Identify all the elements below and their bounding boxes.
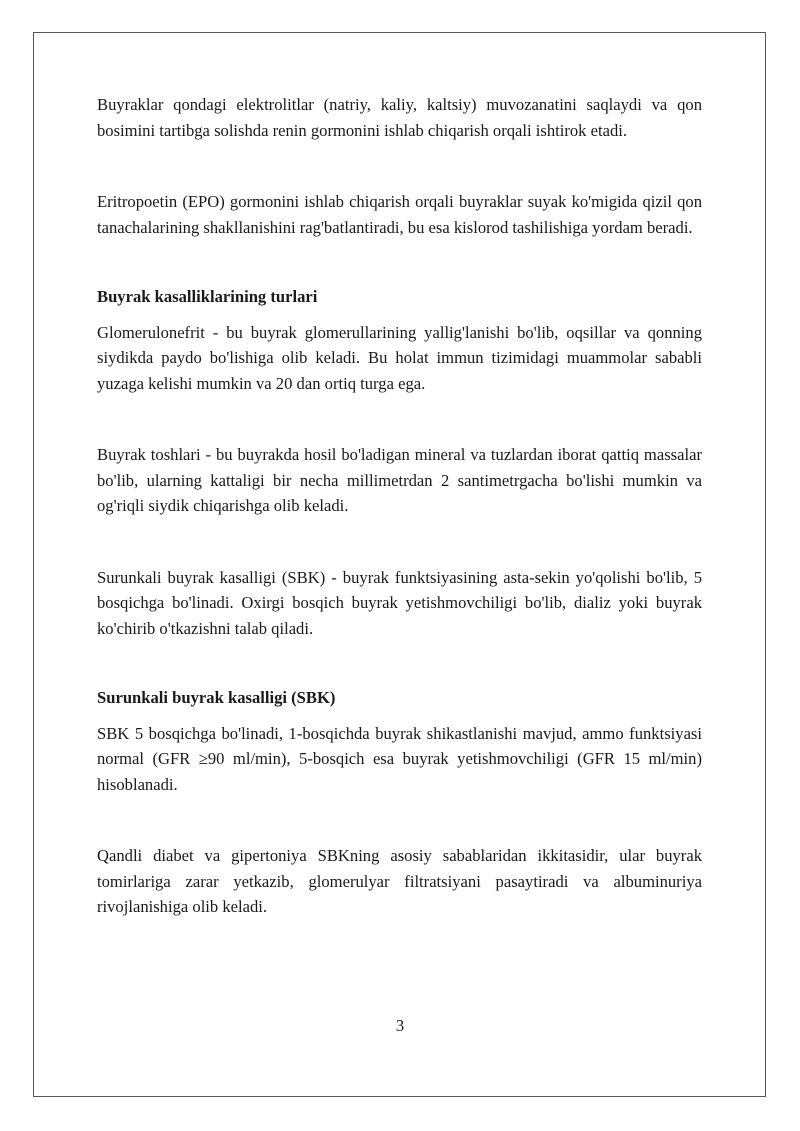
section-heading-kidney-diseases: Buyrak kasalliklarining turlari <box>97 287 318 306</box>
paragraph-kidney-stones: Buyrak toshlari - bu buyrakda hosil bo'ladigan mineral va tuzlardan iborat qattiq massalar bo'lib, ularning kattaligi bir necha millimetrdan 2 santimetrgacha bo'lishi mumkin va og'riqli siydik chiqarishga olib keladi. <box>97 445 702 515</box>
page-content <box>97 92 702 920</box>
paragraph-ckd-causes: Qandli diabet va gipertoniya SBKning asosiy sabablaridan ikkitasidir, ular buyrak tomirlariga zarar yetkazib, glomerulyar filtratsiyani pasaytiradi va albuminuriya rivojlanishiga olib keladi. <box>97 846 702 916</box>
paragraph-electrolytes: Buyraklar qondagi elektrolitlar (natriy, kaliy, kaltsiy) muvozanatini saqlaydi va qon bosimini tartibga solishda renin gormonini ishlab chiqarish orqali ishtirok etadi. <box>97 95 702 140</box>
paragraph-erythropoietin: Eritropoetin (EPO) gormonini ishlab chiqarish orqali buyraklar suyak ko'migida qizil qon tanachalarining shakllanishini rag'batlantiradi, bu esa kislorod tashilishiga yordam beradi. <box>97 192 702 237</box>
paragraph-glomerulonephritis: Glomerulonefrit - bu buyrak glomerullarining yallig'lanishi bo'lib, oqsillar va qonning siydikda paydo bo'lishiga olib keladi. Bu holat immun tizimidagi muammolar sababli yuzaga kelishi mumkin va 20 dan ortiq turga ega. <box>97 322 702 393</box>
section-heading-ckd: Surunkali buyrak kasalligi (SBK) <box>97 688 336 707</box>
paragraph-ckd-stages: SBK 5 bosqichga bo'linadi, 1-bosqichda buyrak shikastlanishi mavjud, ammo funktsiyasi normal (GFR ≥90 ml/min), 5-bosqich esa buyrak yetishmovchiligi (GFR 15 ml/min) hisoblanadi. <box>97 723 702 794</box>
paragraph-chronic-kidney-disease: Surunkali buyrak kasalligi (SBK) - buyrak funktsiyasining asta-sekin yo'qolishi bo'lib, 5 bosqichga bo'linadi. Oxirgi bosqich buyrak yetishmovchiligi bo'lib, dializ yoki buyrak ko'chirib o'tkazishni talab qiladi. <box>97 567 702 638</box>
page-number: 3 <box>395 1016 405 1035</box>
